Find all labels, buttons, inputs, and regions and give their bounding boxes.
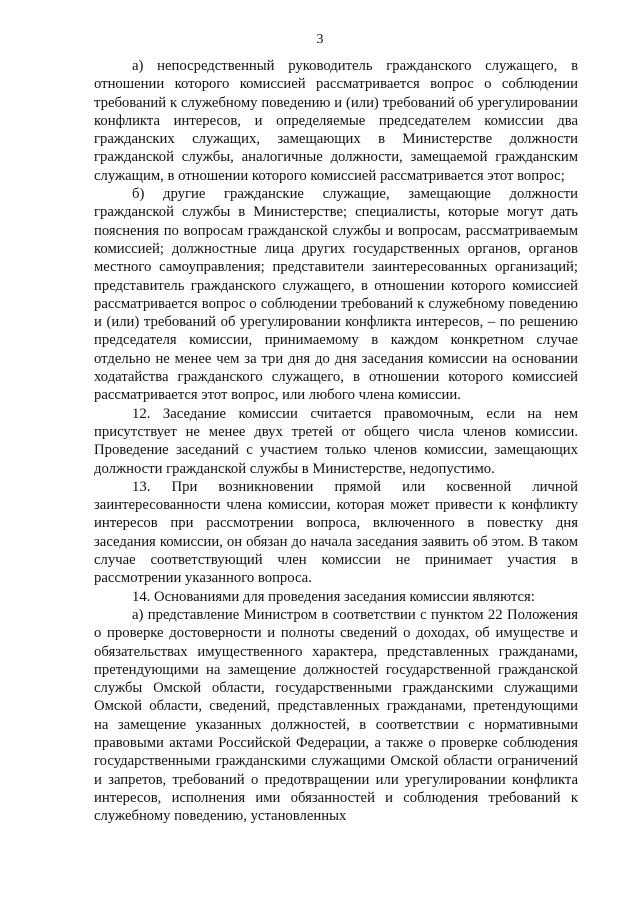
page-number: 3 <box>316 32 324 47</box>
paragraph-item-b-participants: б) другие гражданские служащие, замещающие должности гражданской службы в Министерстве; специалисты, которые могут дать пояснения по вопросам гражданской службы и вопросам, рассматриваемым комиссией; должностные лица других государственных органов, органов местного самоуправления; представители заинтересованных организаций; представитель гражданского служащего, в отношении которого комиссией рассматривается вопрос о соблюдении требований к служебному поведению и (или) требований об урегулировании конфликта интересов, – по решению председателя комиссии, принимаемому в каждом конкретном случае отдельно не менее чем за три дня до дня заседания комиссии на основании ходатайства гражданского служащего, в отношении которого комиссией рассматривается этот вопрос, или любого члена комиссии. <box>94 186 578 404</box>
paragraph-item-a-composition: а) непосредственный руководитель гражданского служащего, в отношении которого комиссией рассматривается вопрос о соблюдении требований к служебному поведению и (или) требований об урегулировании конфликта интересов, и определяемые председателем комиссии два гражданских служащих, замещающих в Министерстве должности гражданской службы, аналогичные должности, замещаемой гражданским служащим, в отношении которого комиссией рассматривается этот вопрос; <box>94 58 578 184</box>
paragraph-12-quorum: 12. Заседание комиссии считается правомочным, если на нем присутствует не менее двух третей от общего числа членов комиссии. Проведение заседаний с участием только членов комиссии, замещающих должности гражданской службы в Министерстве, недопустимо. <box>94 405 578 477</box>
paragraph-13-conflict-of-interest: 13. При возникновении прямой или косвенной личной заинтересованности члена комиссии, которая может привести к конфликту интересов при рассмотрении вопроса, включенного в повестку дня заседания комиссии, он обязан до начала заседания заявить об этом. В таком случае соответствующий член комиссии не принимает участия в рассмотрении указанного вопроса. <box>94 478 578 587</box>
paragraph-14-item-a-representation: а) представление Министром в соответствии с пунктом 22 Положения о проверке достоверности и полноты сведений о доходах, об имуществе и обязательствах имущественного характера, представленных гражданами, претендующими на замещение должностей государственной гражданской службы Омской области, государственными гражданскими служащими Омской области, сведений, представленных гражданами, претендующими на замещение указанных должностей, в соответствии с нормативными правовыми актами Российской Федерации, а также о проверке соблюдения государственными гражданскими служащими Омской области ограничений и запретов, требований о предотвращении или урегулировании конфликта интересов, исполнения ими обязанностей и соблюдения требований к служебному поведению, установленных <box>94 606 578 825</box>
paragraph-14-grounds: 14. Основаниями для проведения заседания комиссии являются: <box>132 588 535 605</box>
document-body <box>94 57 578 825</box>
